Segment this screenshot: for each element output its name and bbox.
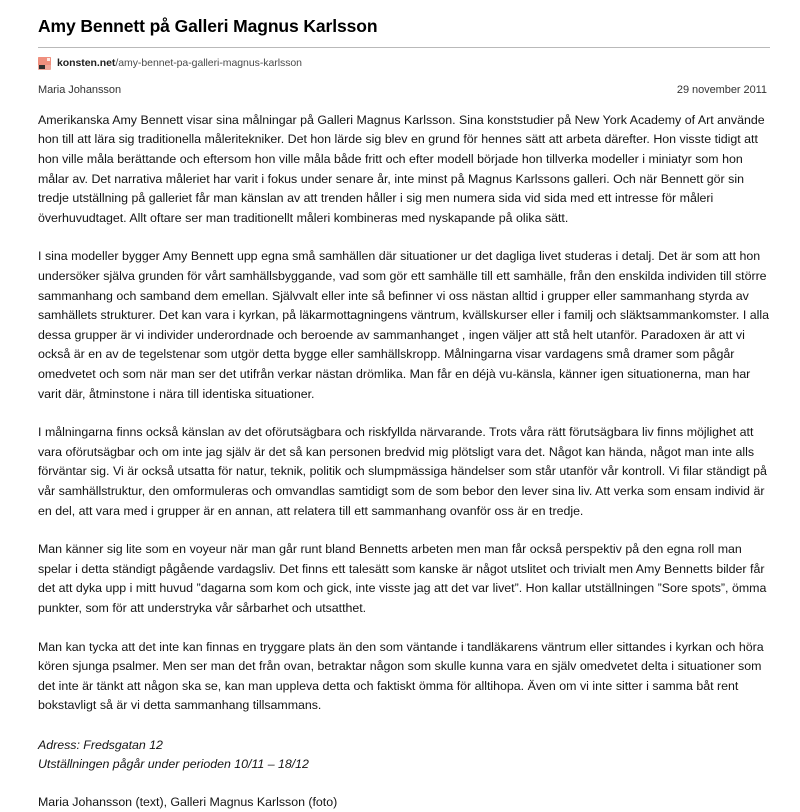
source-url-row <box>38 56 770 71</box>
exhibition-period: Utställningen pågår under perioden 10/11 – 18/12 <box>38 757 309 772</box>
url-host: konsten.net <box>57 56 116 69</box>
article-paragraph: Amerikanska Amy Bennett visar sina målningar på Galleri Magnus Karlsson. Sina konststudier på New York Academy of Art använde hon till att lära sig traditionella måleritekniker. Det hon lärde sig blev en grund för hennes sätt att arbeta därefter. Hon visste tidigt att hon ville måla berättande och eftersom hon ville måla både fritt och efter modell började hon tillverka modeller i miniatyr som hon målar av. Det narrativa måleriet har varit i fokus under senare år, inte minst på Magnus Karlssons galleri. Och när Bennett gör sin tredje utställning på galleriet får man känslan av att trenden håller i sig men numera sida vid sida med ett intresse för måleri överhuvudtaget. Allt oftare ser man traditionellt måleri kombineras med nyskapande på olika sätt. <box>38 112 765 225</box>
article-paragraph: Man kan tycka att det inte kan finnas en tryggare plats än den som väntande i tandläkarens väntrum eller sittandes i kyrkan och höra kören sjunga psalmer. Men ser man det från ovan, betraktar någon som skulle kunna vara en själv omedvetet delta i situationer som det inte är tänkt att någon ska se, kan man uppleva detta och faktiskt ömma för alltihopa. Även om vi inte sitter i samma båt rent bokstavligt så är vi detta sammanhang tillsammans. <box>38 639 764 713</box>
title-divider <box>38 47 770 48</box>
exhibition-info <box>38 736 770 774</box>
favicon-dot <box>47 58 50 61</box>
article-body <box>38 111 770 716</box>
gallery-address: Adress: Fredsgatan 12 <box>38 737 163 752</box>
byline-date: 29 november 2011 <box>676 83 767 96</box>
article-paragraph: I målningarna finns också känslan av det oförutsägbara och riskfyllda närvarande. Trots våra rätt förutsägbara liv finns möjlighet att vara oförutsägbar och om inte jag själv är det så kan personen bredvid mig plötsligt vara det. Något kan hända, något man inte alls förväntar sig. Vi är också utsatta för natur, teknik, politik och slumpmässiga händelser som står utanför vår kontroll. Vi filar ständigt på vår samhällstruktur, den omformuleras och omvandlas samtidigt som de som bebor den lever sina liv. Att verka som ensam individ är en del, att vara med i grupper är en annan, att relatera till ett sammanhang ovanför oss är en tredje. <box>38 425 767 518</box>
article-paragraph: Man känner sig lite som en voyeur när man går runt bland Bennetts arbeten men man får också perspektiv på den egna roll man spelar i detta ständigt pågående vardagsliv. Det finns ett talesätt som kanske är något utslitet och trivialt men Amy Bennetts bilder får det att dyka upp i mitt huvud ”dagarna som kom och gick, inte visste jag att det var livet”. Hon kallar utställningen ”Sore spots”, ömma punkter, som för att understryka vår sårbarhet och utsatthet. <box>38 542 767 615</box>
url-path: /amy-bennet-pa-galleri-magnus-karlsson <box>115 56 302 69</box>
page-title: Amy Bennett på Galleri Magnus Karlsson <box>38 16 378 36</box>
favicon-bar <box>39 65 45 69</box>
konsten-favicon-icon <box>38 57 51 70</box>
credit-line: Maria Johansson (text), Galleri Magnus Karlsson (foto) <box>38 795 338 810</box>
byline-row <box>38 84 770 96</box>
byline-author: Maria Johansson <box>38 83 122 96</box>
source-url[interactable] <box>57 57 302 70</box>
article-paragraph: I sina modeller bygger Amy Bennett upp egna små samhällen där situationer ur det dagliga livet studeras i detalj. Det är som att hon undersöker själva grunden för vårt samhällsbyggande, vad som gör ett samhälle till ett samhälle, från den enskilda individen till större sammanhang och samband dem emellan. Självvalt eller inte så befinner vi oss nästan alltid i grupper eller sammanhang styrda av samhällets strukturer. Det kan vara i kyrkan, på läkarmottagningens väntrum, kvällskurser eller i familj och släktsammankomster. I alla dessa grupper är vi individer underordnade och beroende av sammanhanget , ingen väljer att stå helt utanför. Paradoxen är att vi också är en av de tegelstenar som utgör detta bygge eller samhällskropp. Målningarna visar vardagens små dramer som pågår omedvetet och som när man ser det utifrån verkar nästan drömlika. Man får en déjà vu-känsla, känner igen situationerna, man har varit där, åtminstone i nära till identiska situationer. <box>38 249 770 401</box>
